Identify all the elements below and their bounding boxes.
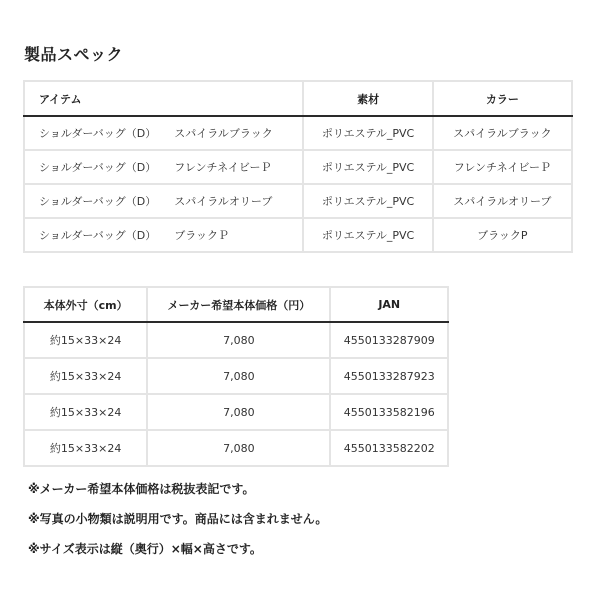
- price-value-cell: 7,080: [147, 358, 330, 394]
- price-jan-cell: 4550133287909: [330, 322, 448, 358]
- price-table-header-row: [24, 287, 448, 322]
- price-table-row: [24, 358, 448, 394]
- spec-item-cell: [24, 218, 303, 252]
- price-header-jan: JAN: [330, 287, 448, 322]
- spec-item-name: ショルダーバッグ（D）: [39, 229, 157, 242]
- price-table-row: [24, 430, 448, 466]
- spec-item-color: ブラックＰ: [174, 229, 230, 242]
- spec-color-cell: スパイラルブラック: [433, 116, 572, 150]
- price-value-cell: 7,080: [147, 430, 330, 466]
- spec-item-cell: [24, 150, 303, 184]
- price-table-row: [24, 322, 448, 358]
- spec-table: [23, 80, 573, 253]
- note-tax: ※メーカー希望本体価格は税抜表記です。: [28, 482, 255, 496]
- spec-header-material: 素材: [303, 81, 432, 116]
- spec-table-row: [24, 218, 572, 252]
- spec-header-color: カラー: [433, 81, 572, 116]
- price-header-size: 本体外寸（cm）: [24, 287, 147, 322]
- price-table-row: [24, 394, 448, 430]
- spec-material-cell: ポリエステル_PVC: [303, 218, 432, 252]
- price-jan-cell: 4550133582202: [330, 430, 448, 466]
- spec-table-row: [24, 150, 572, 184]
- price-header-price: メーカー希望本体価格（円）: [147, 287, 330, 322]
- price-value-cell: 7,080: [147, 394, 330, 430]
- price-size-cell: 約15×33×24: [24, 358, 147, 394]
- notes: [28, 478, 327, 568]
- spec-material-cell: ポリエステル_PVC: [303, 150, 432, 184]
- spec-item-color: スパイラルブラック: [174, 127, 273, 140]
- spec-item-color: スパイラルオリーブ: [174, 195, 273, 208]
- page-title: 製品スペック: [24, 45, 124, 64]
- spec-item-name: ショルダーバッグ（D）: [39, 195, 157, 208]
- price-size-cell: 約15×33×24: [24, 322, 147, 358]
- price-jan-cell: 4550133582196: [330, 394, 448, 430]
- price-size-cell: 約15×33×24: [24, 394, 147, 430]
- spec-table-row: [24, 184, 572, 218]
- price-value-cell: 7,080: [147, 322, 330, 358]
- spec-item-cell: [24, 184, 303, 218]
- spec-item-color: フレンチネイビーＰ: [174, 161, 272, 174]
- price-size-cell: 約15×33×24: [24, 430, 147, 466]
- price-table: [23, 286, 449, 467]
- spec-header-item: アイテム: [24, 81, 303, 116]
- spec-table-row: [24, 116, 572, 150]
- spec-material-cell: ポリエステル_PVC: [303, 116, 432, 150]
- note-accessories: ※写真の小物類は説明用です。商品には含まれません。: [28, 512, 328, 526]
- spec-color-cell: ブラックP: [433, 218, 572, 252]
- spec-table-header-row: [24, 81, 572, 116]
- spec-color-cell: フレンチネイビーＰ: [433, 150, 572, 184]
- spec-item-name: ショルダーバッグ（D）: [39, 161, 157, 174]
- spec-material-cell: ポリエステル_PVC: [303, 184, 432, 218]
- price-jan-cell: 4550133287923: [330, 358, 448, 394]
- spec-color-cell: スパイラルオリーブ: [433, 184, 572, 218]
- note-size: ※サイズ表示は縦（奥行）×幅×高さです。: [28, 542, 262, 556]
- spec-item-cell: [24, 116, 303, 150]
- spec-item-name: ショルダーバッグ（D）: [39, 127, 157, 140]
